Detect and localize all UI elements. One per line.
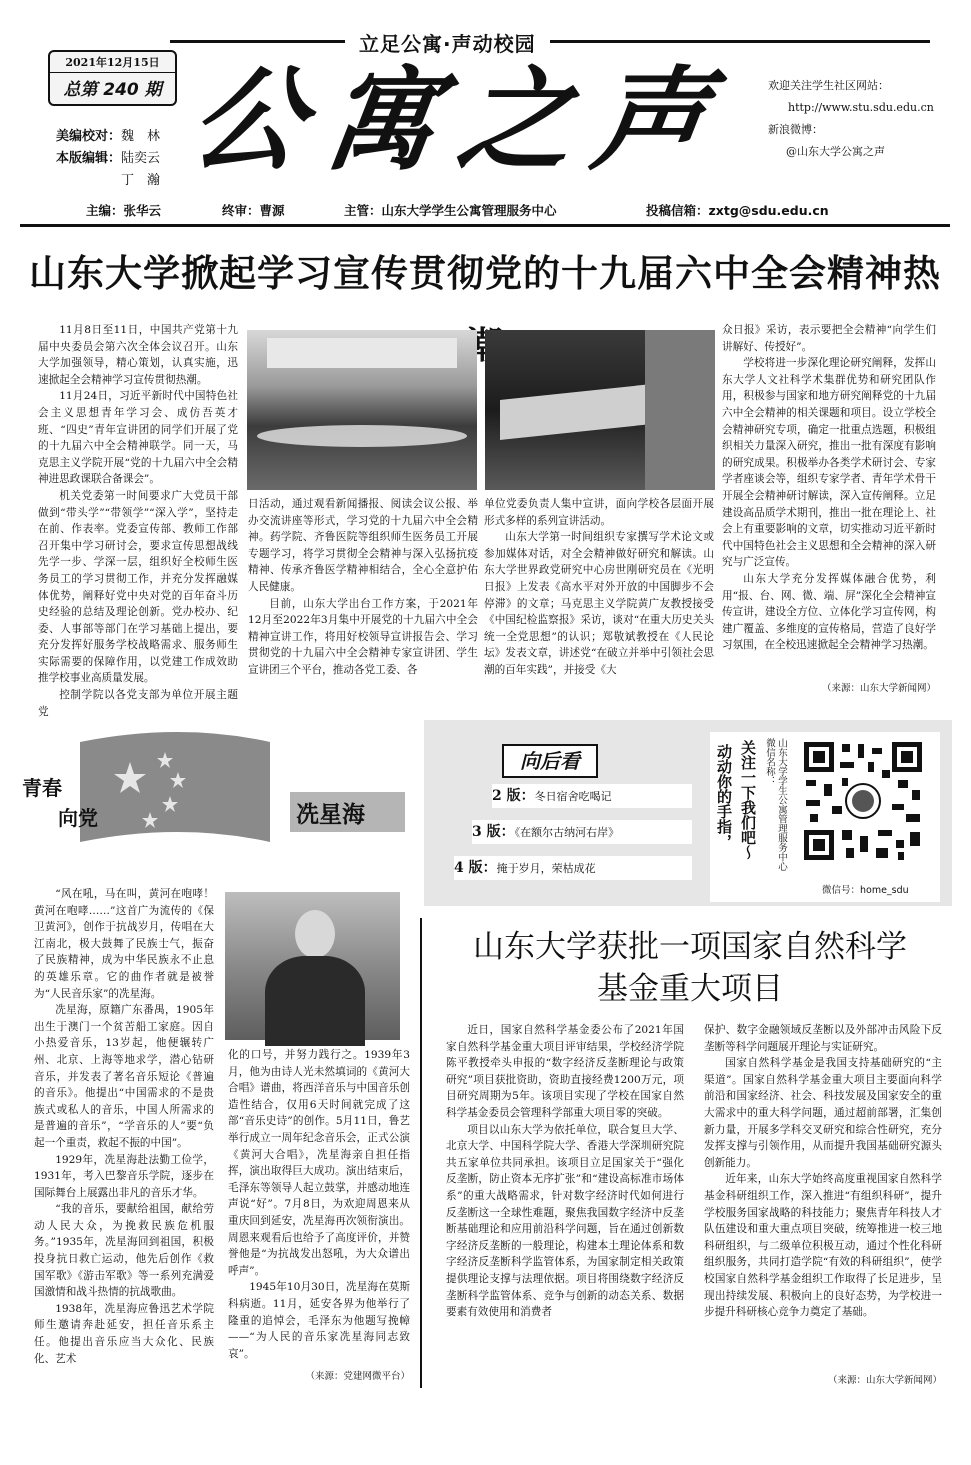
preview-box bbox=[424, 720, 952, 906]
lead-col-4 bbox=[722, 322, 936, 690]
chief-editor: 主编：张华云 bbox=[86, 203, 162, 218]
follow-text: 关注一下我们吧～ bbox=[739, 740, 757, 860]
sponsor: 主管：山东大学学生公寓管理服务中心 bbox=[344, 203, 557, 218]
website-link[interactable]: http://www.stu.sdu.edu.cn bbox=[788, 101, 934, 114]
slogan: 立足公寓·声动校园 bbox=[345, 28, 550, 57]
preview-item[interactable] bbox=[492, 784, 692, 808]
paragraph: “我的音乐，要献给祖国，献给劳动人民大众，为挽救民族危机服务。”1935年，冼星海回到祖国，积极投身抗日救亡运动，他先后创作《救国军歌》《游击军歌》等一系列充满爱国激情和战斗热情的抗战歌曲。 bbox=[34, 1203, 214, 1299]
paragraph: 1929年，冼星海赴法勤工俭学，1931年，考入巴黎音乐学院，逐步在国际舞台上展露出非凡的音乐才华。 bbox=[34, 1153, 214, 1199]
lead-col-2 bbox=[248, 496, 478, 694]
item-text: 《在额尔古纳河右岸》 bbox=[514, 826, 620, 839]
preview-title: 向后看 bbox=[502, 744, 598, 778]
portrait-photo bbox=[225, 892, 400, 1040]
preview-item[interactable] bbox=[454, 856, 692, 880]
science-divider bbox=[420, 918, 422, 1388]
follow-card bbox=[710, 732, 940, 902]
editor-label: 本版编辑： bbox=[56, 151, 122, 166]
account-name: 山东大学学生公寓管理服务中心 bbox=[776, 738, 787, 871]
paragraph: 控制学院以各党支部为单位开展主题党 bbox=[38, 689, 238, 718]
meeting-photo bbox=[247, 330, 477, 490]
staff-list bbox=[56, 126, 160, 192]
paragraph: 近年来，山东大学始终高度重视国家自然科学基金科研组织工作，深入推进“有组织科研”，提升学校服务国家战略的科技能力；聚焦青年科技人才队伍建设和重大重点项目突破，统筹推进一校三地科研组织，与二级单位积极互动，通过个性化科研组织服务，共同打造学院“有效的科研组织”，使学校国家自然科学基金组织工作取得了长足进步，呈现出持续发展、积极向上的良好态势，为学校进一步提升科研核心竞争力奠定了基础。 bbox=[704, 1173, 942, 1319]
masthead-rule bbox=[20, 224, 950, 227]
paragraph: 冼星海，原籍广东番禺，1905年出生于澳门一个贫苦船工家庭。因自小热爱音乐，13岁起，他便辗转广州、北京、上海等地求学，潜心钻研音乐，并发表了著名音乐短论《普遍的音乐》。他提出“中国需求的不是贵族式或私人的音乐，中国人所需求的是普遍的音乐”，“学音乐的人”要“负起一个重责，救起不振的中国”。 bbox=[34, 1004, 214, 1149]
science-source: （来源：山东大学新闻网） bbox=[827, 1375, 942, 1386]
issue-number: 总第 240 期 bbox=[63, 80, 162, 100]
science-headline-line-2: 基金重大项目 bbox=[597, 971, 783, 1007]
page-number: 2 版： bbox=[492, 788, 535, 804]
item-text: 掩于岁月，荣枯成花 bbox=[496, 862, 596, 875]
welcome-text: 欢迎关注学生社区网站： bbox=[768, 79, 889, 92]
youth-banner bbox=[20, 722, 408, 862]
paragraph: 保护、数字金融领域反垄断以及外部冲击风险下反垄断等科学问题展开理论与实证研究。 bbox=[704, 1024, 942, 1053]
item-text: 冬日宿舍吃喝记 bbox=[534, 790, 612, 803]
youth-col-1 bbox=[34, 886, 214, 1386]
paragraph: 11月8日至11日，中国共产党第十九届中央委员会第六次全体会议召开。山东大学加强领导，精心策划，认真实施，迅速掀起全会精神学习宣传贯彻热潮。 bbox=[38, 324, 238, 386]
page-number: 3 版： bbox=[472, 824, 515, 840]
lead-col-3 bbox=[484, 496, 714, 694]
youth-title-1: 青春 bbox=[22, 776, 62, 800]
move-text: 动动你的手指， bbox=[715, 744, 733, 849]
paragraph: 化的口号，并努力践行之。1939年3月，他为由诗人光未然填词的《黄河大合唱》谱曲，将西洋音乐与中国音乐创造性结合，仅用6天时间就完成了这部“音乐史诗”的创作。5月11日，鲁艺举行成立一周年纪念音乐会，正式公演《黄河大合唱》，冼星海亲自担任指挥，演出取得巨大成功。演出结束后，毛泽东等领导人起立鼓掌，并感动地连声说“好”。7月8日，为欢迎周恩来从重庆回到延安，冼星海再次领衔演出。周恩来观看后也给予了高度评价，并赞誉他是“为抗战发出怒吼，为大众谱出呼声”。 bbox=[228, 1049, 410, 1277]
account-label: 微信名称： bbox=[764, 738, 775, 786]
science-headline bbox=[430, 926, 950, 1010]
issue-box bbox=[48, 50, 177, 106]
paragraph: 日活动，通过观看新闻播报、阅读会议公报、举办交流讲座等形式，学习党的十九届六中全会精神。药学院、齐鲁医院等组织师生医务员工开展专题学习，将学习贯彻全会精神与深入弘扬抗疫精神、传承齐鲁医学精神相结合，全心全意护佑人民健康。 bbox=[248, 498, 478, 593]
paragraph: 项目以山东大学为依托单位，联合复旦大学、北京大学、中国科学院大学、香港大学深圳研究院共五家单位共同承担。该项目立足国家关于“强化反垄断，防止资本无序扩张”和“建设高标准市场体系”的重大战略需求，针对数字经济时代如何进行反垄断这一全球性难题，聚焦我国数字经济中反垄断基础理论和应用前沿科学问题，旨在通过创新数字经济反垄断的一般理论，构建本土理论体系和数字经济反垄断科学监管体系，为国家制定相关政策提供理论支撑与法理依据。项目将围绕数字经济反垄断科学监管体系、竞争与创新的动态关系、数据要素有效使用和消费者 bbox=[446, 1123, 684, 1319]
editor-name: 陆奕云 bbox=[121, 151, 161, 166]
paragraph: “风在吼，马在叫，黄河在咆哮！黄河在咆哮……”这首广为流传的《保卫黄河》，创作于抗战岁月，传唱在大江南北，极大鼓舞了民族士气，振奋了民族精神，成为中华民族永不止息的英雄乐章。它的曲作者就是被誉为“人民音乐家”的冼星海。 bbox=[34, 888, 214, 1000]
paragraph: 国家自然科学基金是我国支持基础研究的“主渠道”。国家自然科学基金重大项目主要面向科学前沿和国家经济、社会、科技发展及国家安全的重大需求中的重大科学问题，通过超前部署，汇集创新力量，开展多学科交叉研究和综合性研究，充分发挥支撑与引领作用，从而提升我国基础研究源头创新能力。 bbox=[704, 1057, 942, 1169]
flag-graphic bbox=[20, 722, 408, 862]
qr-code-icon[interactable] bbox=[802, 740, 924, 862]
weibo-label: 新浪微博： bbox=[768, 123, 823, 136]
youth-col-2 bbox=[228, 1047, 410, 1385]
lead-headline: 山东大学掀起学习宣传贯彻党的十九届六中全会精神热 bbox=[29, 252, 941, 295]
paragraph: 1945年10月30日，冼星海在莫斯科病逝。11月，延安各界为他举行了隆重的追悼会，毛泽东为他题写挽幛——“为人民的音乐家冼星海同志致哀”。 bbox=[228, 1281, 410, 1360]
submission-email[interactable]: 投稿信箱：zxtg@sdu.edu.cn bbox=[646, 203, 829, 218]
person-name: 冼星海 bbox=[296, 801, 365, 828]
weibo-link[interactable]: @山东大学公寓之声 bbox=[786, 145, 885, 158]
lead-source: （来源：山东大学新闻网） bbox=[821, 683, 936, 694]
paragraph: 众日报》采访，表示要把全会精神“向学生们讲解好、传授好”。 bbox=[722, 324, 936, 353]
paragraph: 学校将进一步深化理论研究阐释，发挥山东大学人文社科学术集群优势和研究团队作用，积极参与国家和地方研究阐释党的十九届六中全会精神的相关课题和项目。设立学校全会精神研究专项，确定一批重点选题，积极组织相关力量深入研究，推出一批有深度有影响的研究成果。积极举办各类学术研讨会、专家学者座谈会等，组织专家学者、青年学术骨干开展全会精神研讨解读，深入宣传阐释。立足建设高品质学术期刊，推出一批在理论上、社会上有重要影响的文章，切实推动习近平新时代中国特色社会主义思想和全会精神的深入研究与广泛宣传。 bbox=[722, 357, 936, 569]
lead-col-1 bbox=[38, 322, 238, 718]
paragraph: 近日，国家自然科学基金委公布了2021年国家自然科学基金重大项目评审结果，学校经济学院陈平教授牵头申报的“数字经济反垄断理论与政策研究”项目获批资助，资助直接经费1200万元，项目研究周期为5年。该项目实现了学校在国家自然科学基金委员会管理科学部重大项目零的突破。 bbox=[446, 1024, 684, 1119]
editor-name: 丁 瀚 bbox=[121, 173, 161, 188]
proof-name: 魏 林 bbox=[121, 129, 161, 144]
paragraph: 1938年，冼星海应鲁迅艺术学院师生邀请奔赴延安，担任音乐系主任。他提出音乐应当大众化、民族化、艺术 bbox=[34, 1302, 214, 1365]
paragraph: 机关党委第一时间要求广大党员干部做到“带头学”“带领学”“深入学”，坚持走在前、作表率。党委宣传部、教师工作部召开集中学习研讨会，要求宣传思想战线先学一步、学深一层，组织好全校师生医务员工的学习贯彻工作，并充分发挥融媒体优势，阐释好党中央对党的百年奋斗历史经验的总结及理论创新。党办校办、纪委、人事部等部门在学习基础上提出，要充分发挥好服务学校战略需求、服务师生实际需要的保障作用，以党建工作成效助推学校事业高质量发展。 bbox=[38, 489, 238, 685]
paragraph: 山东大学充分发挥媒体融合优势，利用“报、台、网、微、端、屏”深化全会精神宣传宣讲，建设全方位、立体化学习宣传网，构建广覆盖、多维度的宣传格局，营造了良好学习氛围，在全校迅速掀起全会精神学习热潮。 bbox=[722, 572, 936, 652]
paragraph: 目前，山东大学出台工作方案，于2021年12月至2022年3月集中开展党的十九届六中全会精神宣讲工作，将用好校领导宣讲报告会、学习贯彻党的十九届六中全会精神专家宣讲团、学生宣讲团三个平台，推动各党工委、各 bbox=[248, 597, 478, 676]
masthead-title: 公寓之声 bbox=[182, 55, 738, 186]
final-review: 终审：曹源 bbox=[222, 203, 285, 218]
youth-source: （来源：党建网微平台） bbox=[305, 1371, 410, 1382]
paragraph: 山东大学第一时间组织专家撰写学术论文或参加媒体对话，对全会精神做好研究和解读。山东大学世界政党研究中心房世刚研究员在《光明日报》上发表《高水平对外开放的中国脚步不会停滞》的文章；马克思主义学院黄广友教授接受《中国纪检监察报》采访，谈对“在重大历史关头统一全党思想”的认识；郑敬斌教授在《人民论坛》发表文章，讲述党“在破立并举中引领社会思潮的百年实践”，并接受《大 bbox=[484, 531, 714, 676]
preview-item[interactable] bbox=[472, 820, 692, 844]
contact-block bbox=[768, 75, 948, 163]
wechat-id: 微信号：home_sdu bbox=[822, 885, 909, 896]
youth-title-2: 向党 bbox=[58, 806, 98, 830]
science-col-1 bbox=[446, 1022, 684, 1388]
proof-label: 美编校对： bbox=[56, 129, 122, 144]
building-photo bbox=[485, 330, 715, 490]
top-rule bbox=[170, 40, 930, 43]
page-number: 4 版： bbox=[454, 860, 497, 876]
issue-date: 2021年12月15日 bbox=[50, 52, 175, 73]
paragraph: 11月24日，习近平新时代中国特色社会主义思想青年学习会、成仿吾英才班、“四史”青年宣讲团的同学们开展了党的十九届六中全会精神联学。同一天，马克思主义学院开展“党的十九届六中全会精神进思政课联合备课会”。 bbox=[38, 390, 238, 486]
science-headline-line-1: 山东大学获批一项国家自然科学 bbox=[473, 929, 907, 965]
science-col-2 bbox=[704, 1022, 942, 1378]
preview-list bbox=[454, 780, 694, 904]
paragraph: 单位党委负责人集中宣讲，面向学校各层面开展形式多样的系列宣讲活动。 bbox=[484, 498, 714, 527]
